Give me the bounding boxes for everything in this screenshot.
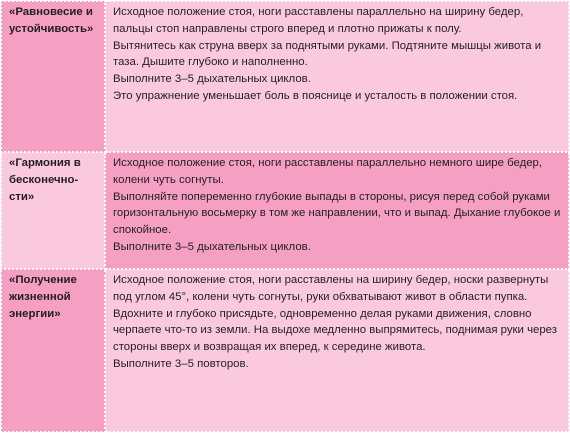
description-paragraph: Вытянитесь как струна вверх за поднятыми руками. Подтяните мышцы живота и таза. Дышите глубоко и наполненно. [113, 39, 542, 69]
description-paragraph: Выполните 3–5 повторов. [113, 357, 249, 370]
exercise-name: «Равновесие и устойчивость» [9, 6, 94, 35]
table-row-balance [1, 1, 569, 152]
table-row-harmony [1, 152, 569, 269]
exercise-name-cell [1, 1, 105, 152]
description-paragraph: Выполняйте попеременно глубокие выпады в стороны, рисуя перед собой руками горизонтальную восьмерку в том же направлении, что и выпад. Дыхание глубокое и спокойное. [113, 190, 561, 237]
table-row-energy [1, 269, 569, 432]
exercise-description-cell [105, 1, 569, 152]
exercise-name-cell [1, 152, 105, 269]
description-paragraph: Выполните 3–5 дыхательных циклов. [113, 240, 311, 253]
exercise-name: «Гармония в бесконечности» [9, 157, 81, 203]
description-paragraph: Исходное положение стоя, ноги расставлены на ширину бедер, носки развернуты под углом 45°, колени чуть согнуты, руки обхватывают живот в области пупка. [113, 274, 549, 303]
description-paragraph: Исходное положение стоя, ноги расставлены параллельно на ширину бедер, пальцы стоп направлены строго вперед и плотно прижаты к полу. [113, 6, 524, 35]
description-paragraph: Выполните 3–5 дыхательных циклов. [113, 73, 311, 86]
exercise-description-cell [105, 152, 569, 269]
description-paragraph: Вдохните и глубоко присядьте, одновременно делая руками движения, словно черпаете что-то из земли. На выдохе медленно выпрямитесь, поднимая руки через стороны вверх и возвращая их вперед, к середине живота. [113, 307, 557, 354]
exercise-name: «Получение жизненной энергии» [9, 274, 77, 320]
exercise-name-cell [1, 269, 105, 432]
description-paragraph: Исходное положение стоя, ноги расставлены параллельно немного шире бедер, колени чуть согнуты. [113, 157, 543, 186]
description-paragraph: Это упражнение уменьшает боль в пояснице и усталость в положении стоя. [113, 89, 518, 102]
exercise-description-cell [105, 269, 569, 432]
